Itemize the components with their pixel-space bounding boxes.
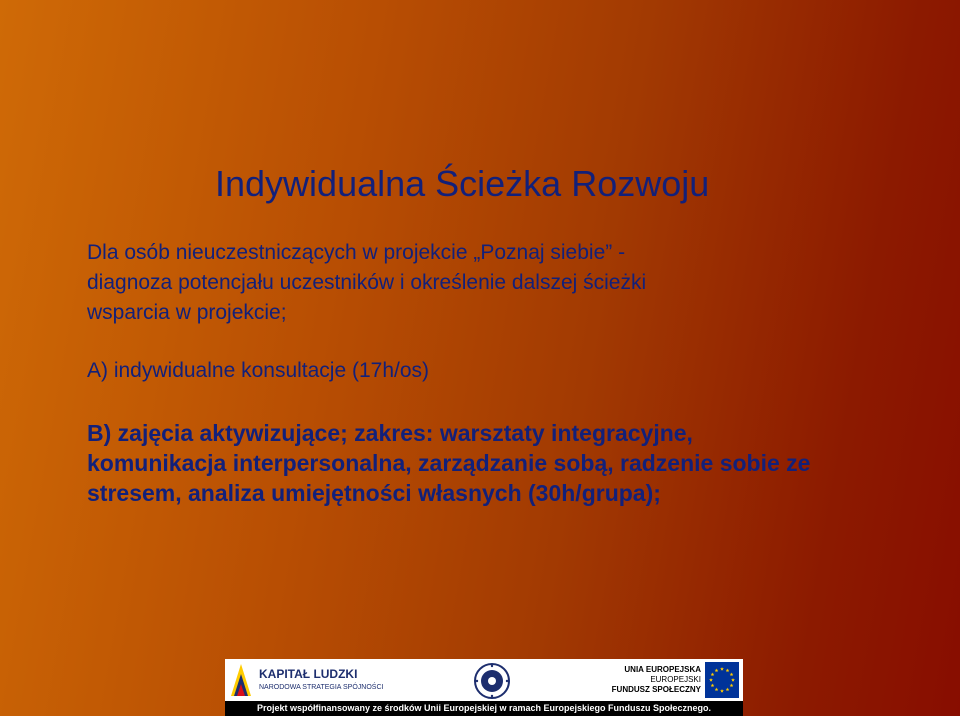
option-b-line-2: komunikacja interpersonalna, zarządzanie sobą, radzenie sobie ze — [87, 450, 811, 476]
eu-line-1: UNIA EUROPEJSKA — [624, 665, 701, 674]
intro-line-1: Dla osób nieuczestniczących w projekcie „Poznaj siebie” - — [87, 241, 626, 264]
cofinancing-note: Projekt współfinansowany ze środków Unii Europejskiej w ramach Europejskiego Funduszu Społecznego. — [225, 701, 743, 716]
eu-flag-icon — [705, 662, 739, 698]
option-b-paragraph — [87, 418, 810, 508]
intro-paragraph — [87, 238, 646, 328]
slide-title: Indywidualna Ścieżka Rozwoju — [215, 163, 710, 204]
kapital-ludzki-logo-icon — [229, 662, 253, 698]
kapital-ludzki-subtitle: NARODOWA STRATEGIA SPÓJNOŚCI — [259, 684, 384, 691]
footer-logos — [225, 659, 743, 701]
option-b-line-3: stresem, analiza umiejętności własnych (30h/grupa); — [87, 480, 661, 506]
footer-logo-bar — [225, 659, 743, 716]
intro-line-3: wsparcia w projekcie; — [87, 301, 287, 324]
option-b-line-1: B) zajęcia aktywizujące; zakres: warsztaty integracyjne, — [87, 420, 693, 446]
eu-text-block — [597, 665, 701, 695]
kapital-ludzki-title: KAPITAŁ LUDZKI — [259, 667, 358, 681]
option-a-text: A) indywidualne konsultacje (17h/os) — [87, 359, 430, 382]
intro-line-2: diagnoza potencjału uczestników i określenie dalszej ścieżki — [87, 271, 647, 294]
eu-line-2: EUROPEJSKI — [650, 675, 701, 684]
program-seal-icon — [473, 662, 511, 700]
eu-line-3: FUNDUSZ SPOŁECZNY — [611, 685, 701, 694]
